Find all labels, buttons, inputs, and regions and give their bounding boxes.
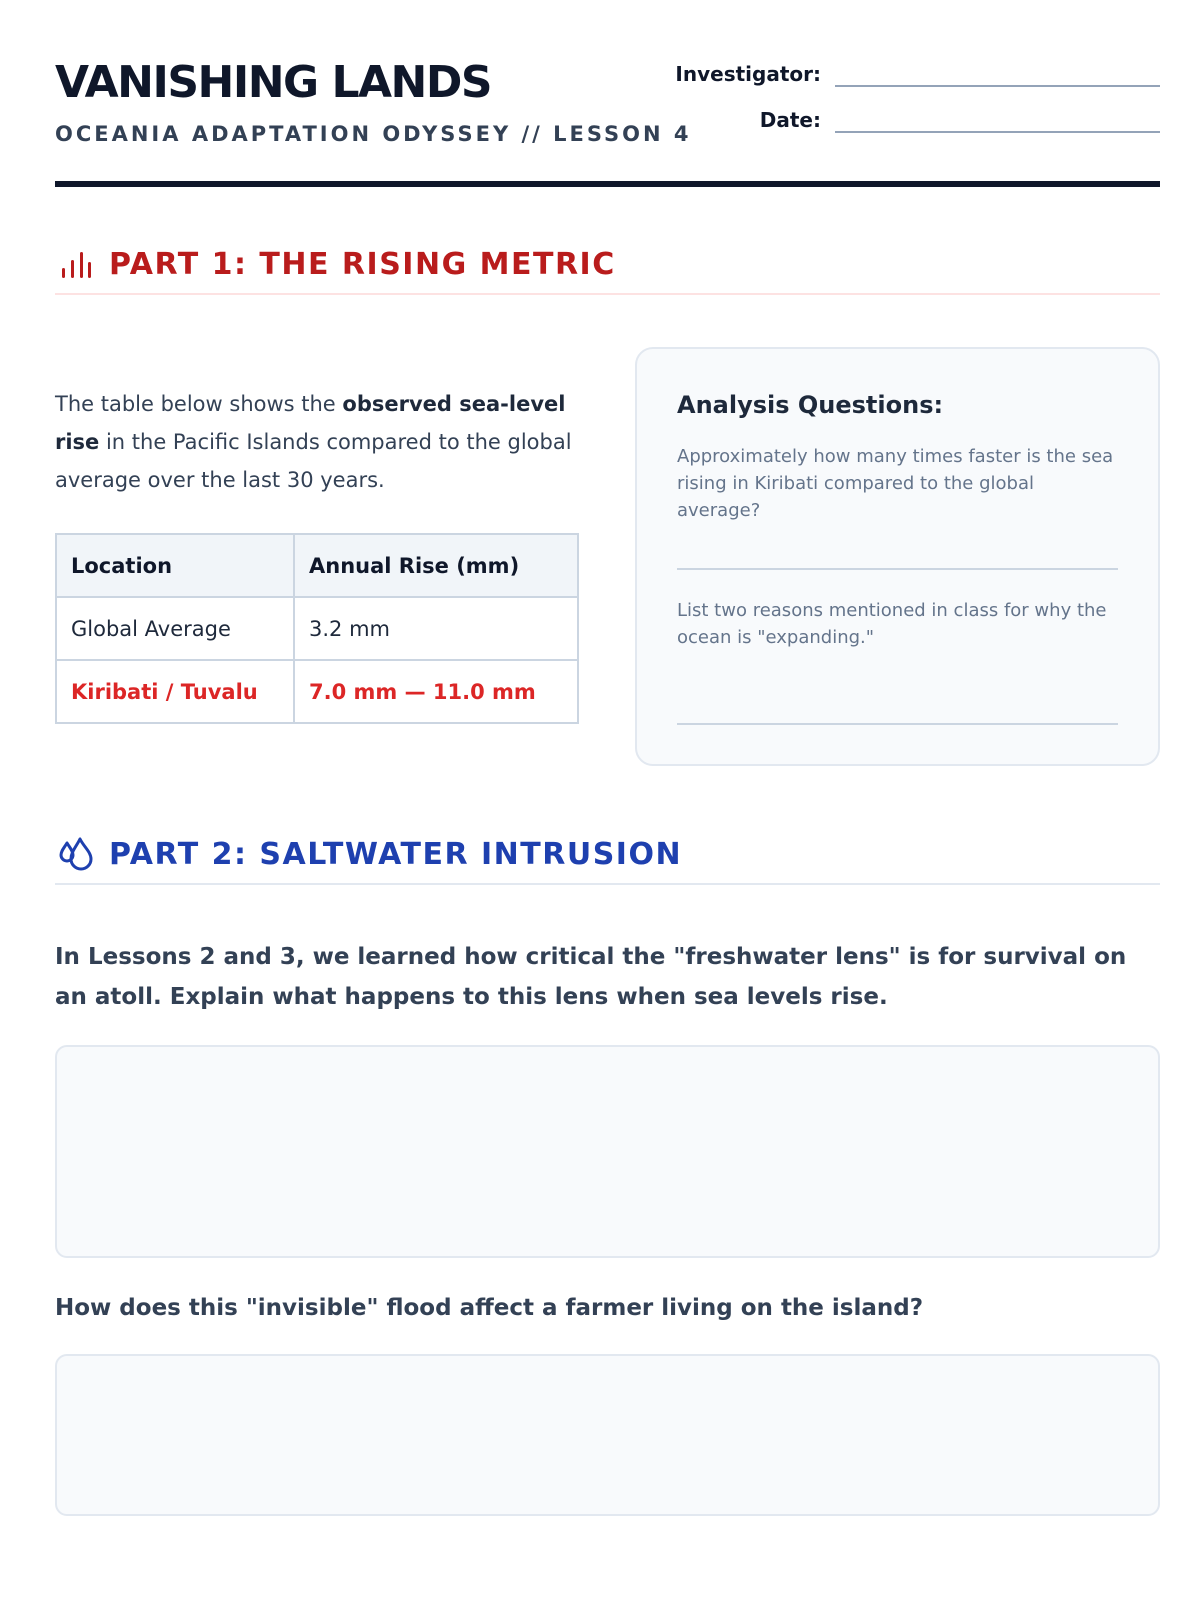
worksheet-header (55, 55, 1160, 190)
table-header-row (56, 534, 578, 597)
part2-title: PART 2: SALTWATER INTRUSION (109, 836, 683, 872)
worksheet-subtitle: OCEANIA ADAPTATION ODYSSEY // LESSON 4 (55, 122, 692, 146)
date-label: Date: (759, 108, 821, 132)
analysis-questions-box (635, 347, 1160, 766)
table-cell-rise: 7.0 mm — 11.0 mm (294, 660, 578, 723)
answer-line-2[interactable] (677, 723, 1118, 725)
sea-level-table (55, 533, 579, 724)
analysis-question-2: List two reasons mentioned in class for why the ocean is "expanding." (677, 600, 1107, 648)
part2-prompt-1: In Lessons 2 and 3, we learned how critical the "freshwater lens" is for survival on an atoll. Explain what happens to this lens when sea levels rise. (55, 944, 1127, 1010)
worksheet-title: VANISHING LANDS (55, 57, 492, 108)
header-divider (55, 181, 1160, 187)
part2-heading (55, 825, 1160, 885)
table-cell-rise: 3.2 mm (294, 597, 578, 660)
investigator-label: Investigator: (675, 62, 821, 86)
intro-text-bold: observed sea-level rise (55, 392, 566, 454)
table-row-highlighted (56, 660, 578, 723)
analysis-questions-title: Analysis Questions: (677, 391, 944, 419)
intro-text-end: in the Pacific Islands compared to the global average over the last 30 years. (55, 430, 572, 492)
table-row (56, 597, 578, 660)
table-header-location: Location (56, 534, 294, 597)
table-header-annual-rise: Annual Rise (mm) (294, 534, 578, 597)
intro-text-start: The table below shows the (55, 392, 343, 416)
part1-heading (55, 235, 1160, 295)
water-drops-icon (55, 834, 95, 874)
investigator-input-line[interactable] (835, 59, 1160, 87)
answer-box-2[interactable] (55, 1354, 1160, 1516)
part1-intro (55, 385, 575, 499)
analysis-question-1: Approximately how many times faster is the sea rising in Kiribati compared to the global average? (677, 446, 1114, 521)
table-cell-location: Kiribati / Tuvalu (56, 660, 294, 723)
bar-chart-icon (55, 244, 95, 284)
date-input-line[interactable] (835, 105, 1160, 133)
answer-box-1[interactable] (55, 1045, 1160, 1258)
answer-line-1[interactable] (677, 568, 1118, 570)
investigator-field-row (671, 59, 1160, 87)
part1-title: PART 1: THE RISING METRIC (109, 246, 616, 282)
table-cell-location: Global Average (56, 597, 294, 660)
date-field-row (671, 105, 1160, 133)
part2-prompt-2: How does this "invisible" flood affect a farmer living on the island? (55, 1295, 924, 1321)
